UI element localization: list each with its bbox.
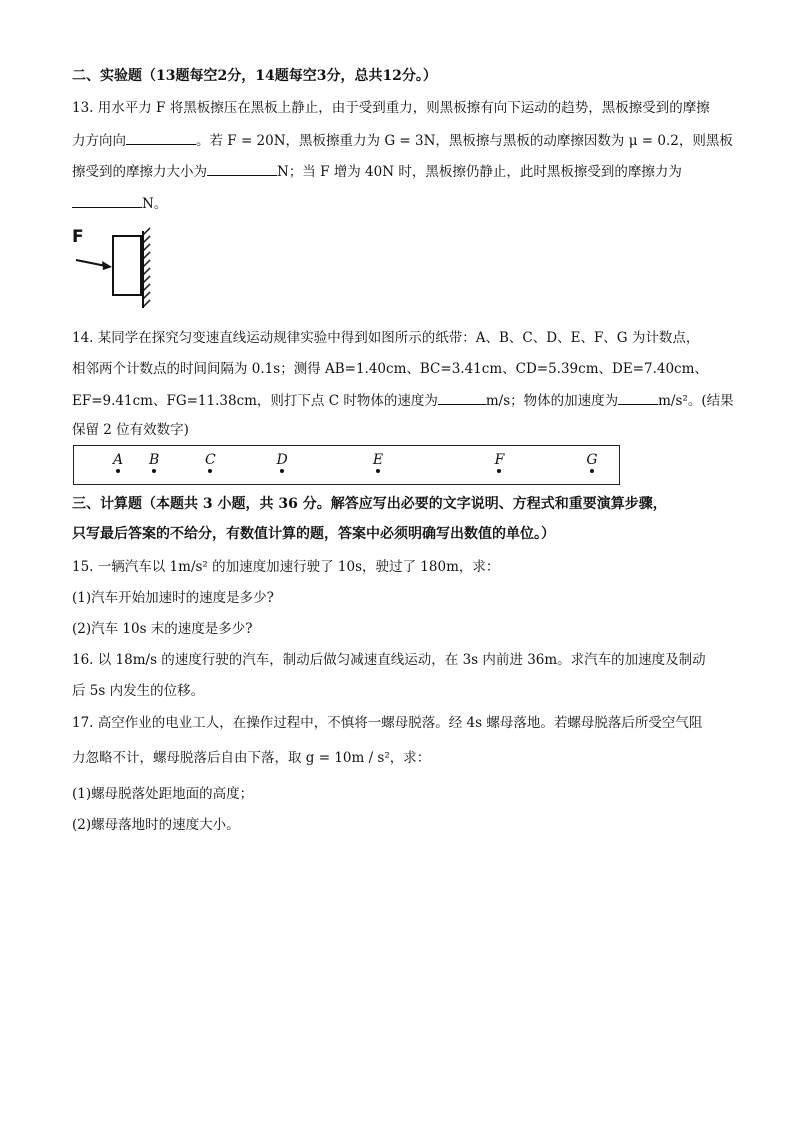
tape-point-b bbox=[144, 446, 164, 473]
q16-line-1: 16. 以 18m/s 的速度行驶的汽车，制动后做匀减速直线运动，在 3s 内前进 36m。求汽车的加速度及制动 bbox=[72, 652, 706, 668]
tape-point-label: B bbox=[149, 452, 160, 468]
q13-line-2 bbox=[72, 130, 733, 151]
tape-point-g bbox=[582, 446, 602, 473]
wall-hatching bbox=[143, 228, 150, 307]
q13-line-2b: 。若 F = 20N，黑板擦重力为 G = 3N，黑板擦与黑板的动摩擦因数为 μ = 0.2，则黑板 bbox=[196, 133, 733, 149]
q14-line-2: 相邻两个计数点的时间间隔为 0.1s；测得 AB=1.40cm、BC=3.41cm、CD=5.39cm、DE=7.40cm、 bbox=[72, 361, 708, 377]
tape-point-label: G bbox=[586, 452, 598, 468]
q14-line-3b: m/s；物体的加速度为 bbox=[485, 393, 619, 409]
force-label: F bbox=[72, 227, 84, 247]
q14-line-4: 保留 2 位有效数字) bbox=[72, 422, 189, 438]
q14-blank-velocity[interactable] bbox=[438, 390, 486, 405]
tape-point-label: A bbox=[112, 452, 124, 468]
q13-line-2a: 力方向向 bbox=[72, 133, 126, 149]
q13-line-1: 13. 用水平力 F 将黑板擦压在黑板上静止，由于受到重力，则黑板擦有向下运动的趋势，黑板擦受到的摩擦 bbox=[72, 100, 710, 116]
tape-point-label: D bbox=[276, 452, 288, 468]
tape-point-d bbox=[272, 446, 292, 473]
q13-line-3a: 擦受到的摩擦力大小为 bbox=[72, 164, 207, 180]
q14-line-3c: m/s²。(结果 bbox=[658, 393, 734, 409]
q13-blank-friction[interactable] bbox=[207, 161, 277, 176]
tape-point-label: E bbox=[372, 452, 384, 468]
section-3-heading-1: 三、计算题（本题共 3 小题，共 36 分。解答应写出必要的文字说明、方程式和重要演算步骤， bbox=[72, 496, 667, 512]
q13-line-3b: N；当 F 增为 40N 时，黑板擦仍静止，此时黑板擦受到的摩擦力为 bbox=[277, 164, 682, 180]
tape-point-dot bbox=[376, 469, 380, 473]
q17-line-2: 力忽略不计，螺母脱落后自由下落，取 g = 10m / s²，求： bbox=[72, 750, 431, 766]
tape-point-e bbox=[368, 446, 388, 473]
q14-line-3 bbox=[72, 390, 734, 411]
force-arrow-head bbox=[102, 261, 112, 270]
q14-line-3a: EF=9.41cm、FG=11.38cm，则打下点 C 时物体的速度为 bbox=[72, 393, 438, 409]
tape-point-dot bbox=[590, 469, 594, 473]
tape-point-a bbox=[108, 446, 128, 473]
eraser-block bbox=[113, 236, 141, 295]
q14-line-1: 14. 某同学在探究匀变速直线运动规律实验中得到如图所示的纸带：A、B、C、D、E、F、G 为计数点， bbox=[72, 330, 700, 346]
q13-blank-friction-2[interactable] bbox=[72, 193, 142, 208]
tape-point-label: C bbox=[204, 452, 216, 468]
q13-line-4b: N。 bbox=[142, 196, 168, 212]
force-arrow-line bbox=[76, 260, 106, 266]
tape-point-dot bbox=[280, 469, 284, 473]
section-2-heading: 二、实验题（13题每空2分，14题每空3分，总共12分。） bbox=[72, 68, 437, 84]
q15-sub-1: (1)汽车开始加速时的速度是多少? bbox=[72, 590, 274, 606]
tape-point-dot bbox=[116, 469, 120, 473]
blackboard-eraser-figure bbox=[70, 226, 160, 310]
q17-sub-2: (2)螺母落地时的速度大小。 bbox=[72, 817, 240, 833]
q17-line-1: 17. 高空作业的电业工人，在操作过程中，不慎将一螺母脱落。经 4s 螺母落地。若螺母脱落后所受空气阻 bbox=[72, 715, 703, 731]
tape-point-dot bbox=[208, 469, 212, 473]
tape-point-f bbox=[489, 446, 509, 473]
tape-point-label: F bbox=[494, 452, 505, 468]
q15-sub-2: (2)汽车 10s 末的速度是多少? bbox=[72, 621, 253, 637]
section-3-heading-2: 只写最后答案的不给分，有数值计算的题，答案中必须明确写出数值的单位。） bbox=[72, 526, 555, 542]
tape-point-dot bbox=[497, 469, 501, 473]
tape-point-dot bbox=[152, 469, 156, 473]
q14-blank-acceleration[interactable] bbox=[618, 390, 658, 405]
q13-line-3 bbox=[72, 161, 682, 182]
q13-line-4 bbox=[72, 193, 167, 214]
paper-tape bbox=[73, 445, 620, 485]
q15-line-1: 15. 一辆汽车以 1m/s² 的加速度加速行驶了 10s，驶过了 180m，求： bbox=[72, 559, 500, 575]
q17-sub-1: (1)螺母脱落处距地面的高度； bbox=[72, 786, 254, 802]
q13-blank-direction[interactable] bbox=[126, 130, 196, 145]
tape-point-c bbox=[200, 446, 220, 473]
q16-line-2: 后 5s 内发生的位移。 bbox=[72, 683, 205, 699]
